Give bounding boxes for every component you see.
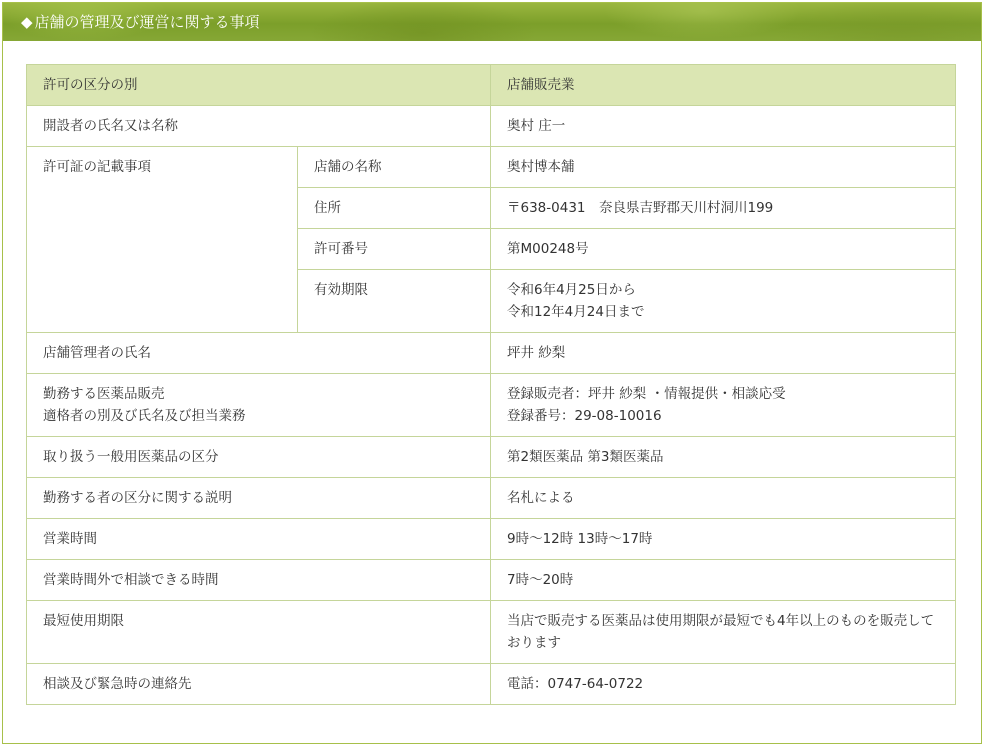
table-row-staff-id: [27, 478, 956, 519]
hours-label: 営業時間: [27, 519, 491, 560]
table-row-founder: [27, 106, 956, 147]
staff-label-line-2: 適格者の別及び氏名及び担当業務: [43, 408, 246, 424]
staff-value-line-1: 登録販売者：坪井 紗梨 ・情報提供・相談応受: [507, 386, 786, 402]
contact-label: 相談及び緊急時の連絡先: [27, 664, 491, 705]
staff-id-value: 名札による: [491, 478, 956, 519]
table-row-store-name: [27, 147, 956, 188]
founder-value: 奥村 庄一: [491, 106, 956, 147]
expiry-label: 最短使用期限: [27, 601, 491, 664]
table-row-manager: [27, 333, 956, 374]
founder-label: 開設者の氏名又は名称: [27, 106, 491, 147]
panel-title: [21, 11, 260, 33]
table-row-permit-type: [27, 65, 956, 106]
manager-label: 店舗管理者の氏名: [27, 333, 491, 374]
store-info-table: [26, 64, 956, 705]
manager-value: 坪井 紗梨: [491, 333, 956, 374]
drug-class-value: 第2類医薬品 第3類医薬品: [491, 437, 956, 478]
expiry-value: 当店で販売する医薬品は使用期限が最短でも4年以上のものを販売しております: [491, 601, 956, 664]
permit-type-label: 許可の区分の別: [27, 65, 491, 106]
staff-value-line-2: 登録番号：29-08-10016: [507, 408, 662, 424]
contact-value: 電話：0747-64-0722: [491, 664, 956, 705]
staff-label-line-1: 勤務する医薬品販売: [43, 386, 165, 402]
store-name-value: 奥村博本舗: [491, 147, 956, 188]
drug-class-label: 取り扱う一般用医薬品の区分: [27, 437, 491, 478]
staff-value: [491, 374, 956, 437]
permit-type-value: 店舗販売業: [491, 65, 956, 106]
panel-header: [3, 3, 981, 41]
validity-value: [491, 270, 956, 333]
table-row-drug-class: [27, 437, 956, 478]
permit-number-value: 第M00248号: [491, 229, 956, 270]
store-name-label: 店舗の名称: [298, 147, 491, 188]
validity-from: 令和6年4月25日から: [507, 282, 636, 298]
diamond-icon: ◆: [21, 13, 33, 31]
hours-value: 9時～12時 13時～17時: [491, 519, 956, 560]
address-label: 住所: [298, 188, 491, 229]
panel-title-text: 店舗の管理及び運営に関する事項: [34, 13, 260, 31]
staff-id-label: 勤務する者の区分に関する説明: [27, 478, 491, 519]
license-label: 許可証の記載事項: [27, 147, 298, 333]
table-row-contact: [27, 664, 956, 705]
staff-label: [27, 374, 491, 437]
validity-label: 有効期限: [298, 270, 491, 333]
table-row-after-hours: [27, 560, 956, 601]
validity-to: 令和12年4月24日まで: [507, 304, 645, 320]
after-hours-label: 営業時間外で相談できる時間: [27, 560, 491, 601]
address-value: 〒638-0431 奈良県吉野郡天川村洞川199: [491, 188, 956, 229]
table-row-staff: [27, 374, 956, 437]
table-row-hours: [27, 519, 956, 560]
after-hours-value: 7時～20時: [491, 560, 956, 601]
table-row-expiry: [27, 601, 956, 664]
permit-number-label: 許可番号: [298, 229, 491, 270]
